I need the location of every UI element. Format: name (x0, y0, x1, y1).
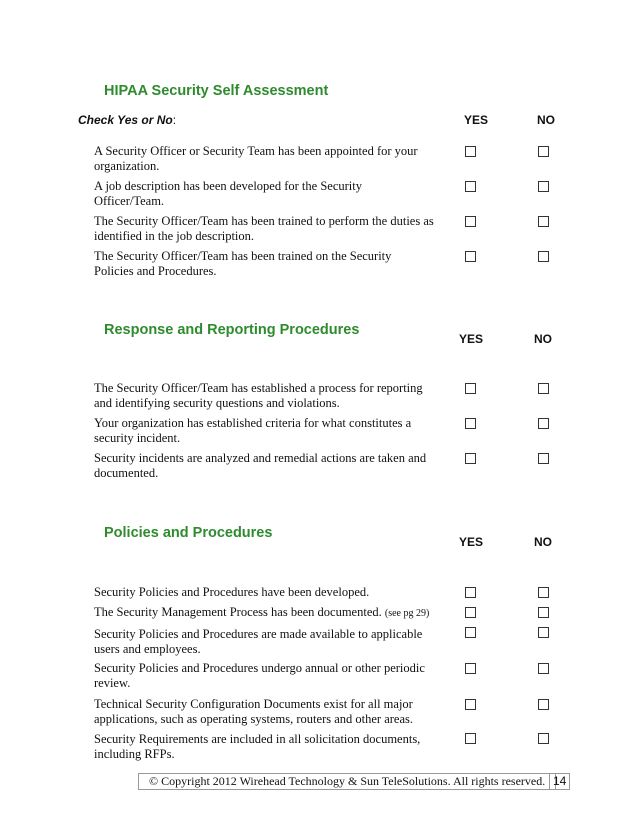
question-item: Security Policies and Procedures undergo annual or other periodic review. (94, 661, 425, 690)
no-checkbox[interactable] (538, 146, 549, 157)
question-item: The Security Officer/Team has been trained on the Security Policies and Procedures. (94, 249, 392, 278)
no-checkbox[interactable] (538, 251, 549, 262)
question-item: Security Policies and Procedures have been developed. (94, 585, 370, 599)
question-item: Security incidents are analyzed and remedial actions are taken and documented. (94, 451, 427, 480)
question-item: The Security Officer/Team has been trained to perform the duties as identified in the job description. (94, 214, 434, 243)
no-checkbox[interactable] (538, 607, 549, 618)
page-number: 14 (549, 773, 570, 790)
question-item: Security Policies and Procedures are made available to applicable users and employees. (94, 627, 423, 656)
no-checkbox[interactable] (538, 587, 549, 598)
yes-column-header: YES (464, 113, 489, 127)
page-reference-note: (see pg 29) (384, 608, 430, 619)
yes-checkbox[interactable] (465, 663, 476, 674)
no-checkbox[interactable] (538, 181, 549, 192)
copyright-footer: © Copyright 2012 Wirehead Technology & Sun TeleSolutions. All rights reserved. (138, 773, 556, 790)
yes-checkbox[interactable] (465, 453, 476, 464)
no-column-header: NO (534, 332, 552, 346)
question-item: A job description has been developed for the Security Officer/Team. (94, 179, 362, 208)
no-checkbox[interactable] (538, 699, 549, 710)
yes-column-header: YES (459, 535, 484, 549)
yes-column-header: YES (459, 332, 484, 346)
question-item: Your organization has established criteria for what constitutes a security incident. (94, 416, 412, 445)
yes-checkbox[interactable] (465, 627, 476, 638)
no-checkbox[interactable] (538, 383, 549, 394)
check-instruction-colon: : (172, 113, 177, 127)
no-column-header: NO (537, 113, 555, 127)
no-checkbox[interactable] (538, 216, 549, 227)
question-item: Technical Security Configuration Documents exist for all major applications, such as operating systems, routers and other areas. (94, 697, 414, 726)
question-text: The Security Management Process has been documented. (94, 605, 382, 619)
question-item: The Security Officer/Team has established a process for reporting and identifying security questions and violations. (94, 381, 423, 410)
yes-checkbox[interactable] (465, 699, 476, 710)
section-title-response: Response and Reporting Procedures (104, 322, 360, 338)
question-item: Security Requirements are included in all solicitation documents, including RFPs. (94, 732, 421, 761)
check-instruction (78, 113, 176, 127)
yes-checkbox[interactable] (465, 383, 476, 394)
yes-checkbox[interactable] (465, 146, 476, 157)
check-instruction-text: Check Yes or No (78, 113, 173, 127)
question-item (94, 605, 454, 621)
no-checkbox[interactable] (538, 663, 549, 674)
yes-checkbox[interactable] (465, 587, 476, 598)
no-checkbox[interactable] (538, 418, 549, 429)
yes-checkbox[interactable] (465, 418, 476, 429)
yes-checkbox[interactable] (465, 733, 476, 744)
yes-checkbox[interactable] (465, 181, 476, 192)
yes-checkbox[interactable] (465, 607, 476, 618)
no-column-header: NO (534, 535, 552, 549)
yes-checkbox[interactable] (465, 216, 476, 227)
no-checkbox[interactable] (538, 453, 549, 464)
section-title-hipaa: HIPAA Security Self Assessment (104, 83, 329, 99)
question-item: A Security Officer or Security Team has been appointed for your organization. (94, 144, 418, 173)
section-title-policies: Policies and Procedures (104, 525, 273, 541)
no-checkbox[interactable] (538, 733, 549, 744)
no-checkbox[interactable] (538, 627, 549, 638)
yes-checkbox[interactable] (465, 251, 476, 262)
